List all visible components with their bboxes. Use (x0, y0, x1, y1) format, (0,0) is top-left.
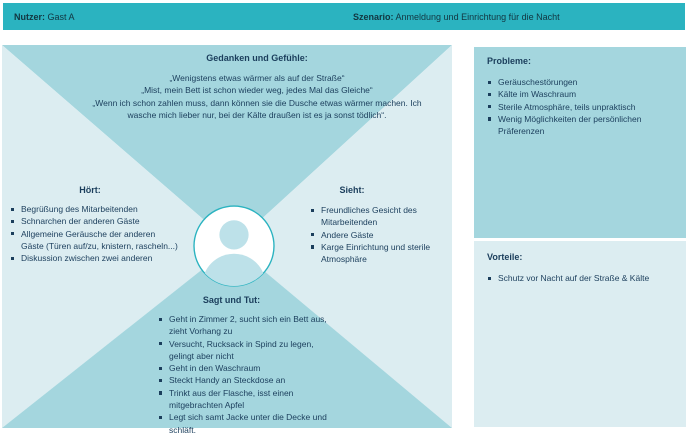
sees-item: Andere Gäste (310, 229, 442, 241)
user-avatar-icon (191, 203, 277, 289)
quote-line: „Wenigstens etwas wärmer als auf der Straße“ (169, 73, 345, 83)
scenario-field (353, 12, 560, 22)
says-item: Steckt Handy an Steckdose an (158, 374, 336, 386)
says-item: Versucht, Rucksack in Spind zu legen, gelingt aber nicht (158, 338, 336, 363)
says-item: Legt sich samt Jacke unter die Decke und schläft. (158, 411, 336, 436)
hears-section (30, 184, 150, 196)
thinks-title: Gedanken und Gefühle: (206, 53, 308, 63)
says-list (158, 313, 336, 436)
problem-item: Kälte im Waschraum (487, 88, 673, 100)
hears-item: Allgemeine Geräusche der anderen Gäste (Türen auf/zu, knistern, rascheln...) (10, 228, 178, 253)
hears-title: Hört: (79, 185, 101, 195)
quote-line: „Wenn ich schon zahlen muss, dann können sie die Dusche etwas wärmer machen. Ich wasche mich lieber nur, bei der Kälte draußen ist es ja sonst tödlich“. (92, 97, 422, 120)
problems-list (487, 76, 673, 137)
thinks-quote-list (90, 72, 424, 121)
person-icon (191, 203, 277, 289)
benefits-panel (474, 241, 686, 427)
sees-list (310, 204, 442, 265)
hears-list-block (10, 203, 178, 264)
says-item: Geht in Zimmer 2, sucht sich ein Bett aus, zieht Vorhang zu (158, 313, 336, 338)
says-list-block (158, 313, 336, 436)
says-section (149, 294, 314, 306)
scenario-value: Anmeldung und Einrichtung für die Nacht (393, 11, 560, 22)
problem-item: Geräuschestörungen (487, 76, 673, 88)
sees-title: Sieht: (339, 185, 365, 195)
hears-item: Schnarchen der anderen Gäste (10, 215, 178, 227)
user-label: Nutzer: (14, 11, 45, 22)
quote-line: „Mist, mein Bett ist schon wieder weg, jedes Mal das Gleiche“ (141, 85, 373, 96)
hears-item: Diskussion zwischen zwei anderen (10, 252, 178, 264)
hears-list (10, 203, 178, 264)
thinks-section (77, 52, 437, 64)
empathy-map (2, 45, 452, 435)
user-value: Gast A (45, 11, 75, 22)
benefits-title: Vorteile: (487, 252, 523, 262)
sees-section (292, 184, 412, 196)
scenario-label: Szenario: (353, 11, 394, 22)
thinks-quotes (90, 72, 424, 121)
header-bar (3, 3, 685, 30)
sees-item: Freundliches Gesicht des Mitarbeitenden (310, 204, 442, 229)
says-item: Geht in den Waschraum (158, 362, 336, 374)
problems-title: Probleme: (487, 56, 532, 66)
hears-item: Begrüßung des Mitarbeitenden (10, 203, 178, 215)
benefit-item: Schutz vor Nacht auf der Straße & Kälte (487, 272, 673, 284)
user-field (14, 12, 75, 22)
says-item: Trinkt aus der Flasche, isst einen mitgebrachten Apfel (158, 387, 336, 412)
says-title: Sagt und Tut: (202, 295, 261, 305)
benefits-list (487, 272, 673, 284)
problem-item: Wenig Möglichkeiten der persönlichen Präferenzen (487, 113, 673, 138)
sees-list-block (310, 204, 442, 265)
problem-item: Sterile Atmosphäre, teils unpraktisch (487, 101, 673, 113)
sees-item: Karge Einrichtung und sterile Atmosphäre (310, 241, 442, 266)
problems-panel (474, 47, 686, 238)
